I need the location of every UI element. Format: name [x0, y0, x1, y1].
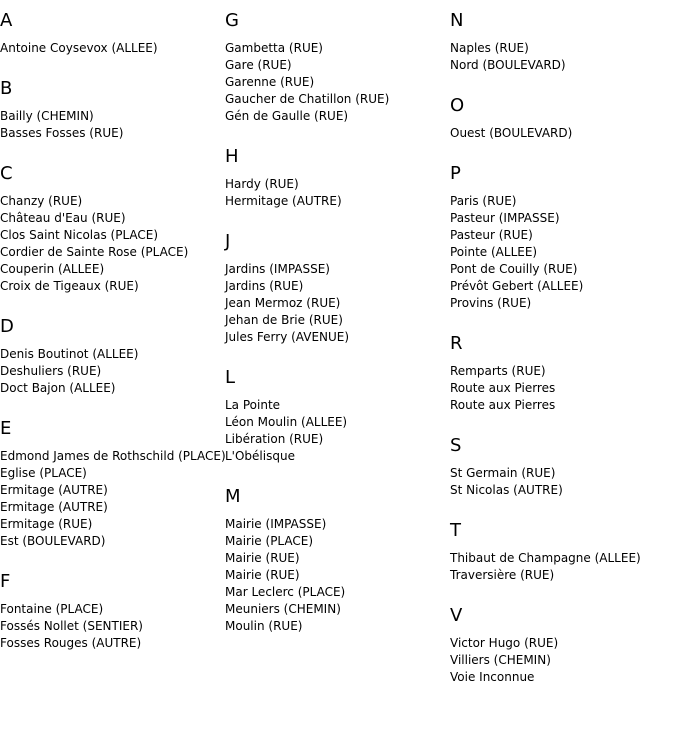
street-link[interactable]: Deshuliers (RUE) — [0, 364, 102, 378]
street-link[interactable]: Prévôt Gebert (ALLEE) — [450, 279, 584, 293]
street-link[interactable]: Léon Moulin (ALLEE) — [225, 415, 348, 429]
street-list — [0, 108, 220, 142]
section-spacer — [225, 346, 445, 367]
street-link[interactable]: Pasteur (IMPASSE) — [450, 211, 560, 225]
letter-section-h — [225, 146, 445, 210]
street-link[interactable]: Route aux Pierres — [450, 381, 556, 395]
letter-section-b — [0, 78, 220, 142]
section-letter-heading: O — [450, 95, 465, 116]
street-link[interactable]: Paris (RUE) — [450, 194, 517, 208]
street-link[interactable]: Chanzy (RUE) — [0, 194, 83, 208]
section-spacer — [450, 414, 670, 435]
street-link[interactable]: Villiers (CHEMIN) — [450, 653, 551, 667]
street-index-column-1 — [0, 10, 226, 652]
street-link[interactable]: Traversière (RUE) — [450, 568, 555, 582]
section-spacer — [450, 584, 670, 605]
street-link[interactable]: Ermitage (AUTRE) — [0, 483, 108, 497]
street-list — [450, 635, 670, 686]
street-link[interactable]: Thibaut de Champagne (ALLEE) — [450, 551, 641, 565]
section-letter-heading: R — [450, 333, 463, 354]
letter-section-g — [225, 10, 445, 125]
letter-section-m — [225, 486, 445, 635]
street-link[interactable]: Est (BOULEVARD) — [0, 534, 106, 548]
letter-section-a — [0, 10, 220, 57]
letter-section-j — [225, 231, 445, 346]
street-link[interactable]: Basses Fosses (RUE) — [0, 126, 124, 140]
section-letter-heading: E — [0, 418, 12, 439]
street-list — [225, 397, 445, 465]
section-letter-heading: L — [225, 367, 236, 388]
section-spacer — [450, 499, 670, 520]
street-link[interactable]: Jardins (IMPASSE) — [225, 262, 330, 276]
street-link[interactable]: Garenne (RUE) — [225, 75, 315, 89]
street-link[interactable]: Jules Ferry (AVENUE) — [225, 330, 350, 344]
letter-section-r — [450, 333, 670, 414]
street-list — [0, 193, 220, 295]
street-link[interactable]: Libération (RUE) — [225, 432, 324, 446]
street-list — [0, 346, 220, 397]
street-link[interactable]: L'Obélisque — [225, 449, 295, 463]
street-link[interactable]: Victor Hugo (RUE) — [450, 636, 559, 650]
street-link[interactable]: Mar Leclerc (PLACE) — [225, 585, 346, 599]
street-list — [450, 125, 670, 142]
street-link[interactable]: Route aux Pierres — [450, 398, 556, 412]
letter-section-e — [0, 418, 226, 550]
section-letter-heading: B — [0, 78, 13, 99]
street-list — [450, 193, 670, 312]
street-link[interactable]: Meuniers (CHEMIN) — [225, 602, 341, 616]
street-link[interactable]: Gare (RUE) — [225, 58, 292, 72]
street-list — [0, 40, 220, 57]
street-list — [450, 550, 670, 584]
section-spacer — [450, 312, 670, 333]
section-spacer — [225, 210, 445, 231]
street-link[interactable]: Provins (RUE) — [450, 296, 532, 310]
street-link[interactable]: Hardy (RUE) — [225, 177, 299, 191]
street-link[interactable]: Edmond James de Rothschild (PLACE) — [0, 449, 226, 463]
section-letter-heading: D — [0, 316, 14, 337]
street-index-column-3 — [450, 10, 670, 686]
section-letter-heading: S — [450, 435, 462, 456]
street-link[interactable]: Mairie (RUE) — [225, 551, 300, 565]
letter-section-o — [450, 95, 670, 142]
street-link[interactable]: Antoine Coysevox (ALLEE) — [0, 41, 158, 55]
street-link[interactable]: Cordier de Sainte Rose (PLACE) — [0, 245, 189, 259]
section-spacer — [450, 142, 670, 163]
street-link[interactable]: Bailly (CHEMIN) — [0, 109, 94, 123]
street-link[interactable]: Jean Mermoz (RUE) — [225, 296, 341, 310]
section-spacer — [225, 125, 445, 146]
section-letter-heading: C — [0, 163, 13, 184]
street-link[interactable]: Château d'Eau (RUE) — [0, 211, 126, 225]
street-link[interactable]: Ermitage (RUE) — [0, 517, 93, 531]
street-link[interactable]: Gaucher de Chatillon (RUE) — [225, 92, 390, 106]
street-link[interactable]: Ermitage (AUTRE) — [0, 500, 108, 514]
letter-section-c — [0, 163, 220, 295]
street-link[interactable]: Clos Saint Nicolas (PLACE) — [0, 228, 159, 242]
street-link[interactable]: Gén de Gaulle (RUE) — [225, 109, 349, 123]
letter-section-d — [0, 316, 220, 397]
section-spacer — [0, 550, 220, 571]
street-list — [450, 465, 670, 499]
street-link[interactable]: Remparts (RUE) — [450, 364, 546, 378]
section-letter-heading: T — [450, 520, 461, 541]
street-link[interactable]: Moulin (RUE) — [225, 619, 303, 633]
section-spacer — [225, 465, 445, 486]
street-link[interactable]: Pont de Couilly (RUE) — [450, 262, 578, 276]
street-link[interactable]: Eglise (PLACE) — [0, 466, 87, 480]
street-link[interactable]: Doct Bajon (ALLEE) — [0, 381, 116, 395]
street-link[interactable]: St Nicolas (AUTRE) — [450, 483, 563, 497]
street-link[interactable]: Ouest (BOULEVARD) — [450, 126, 573, 140]
street-list — [450, 40, 670, 74]
street-link[interactable]: Nord (BOULEVARD) — [450, 58, 566, 72]
street-list — [0, 448, 226, 550]
street-link[interactable]: Couperin (ALLEE) — [0, 262, 105, 276]
street-link[interactable]: Voie Inconnue — [450, 670, 535, 684]
street-link[interactable]: Hermitage (AUTRE) — [225, 194, 342, 208]
section-spacer — [0, 295, 220, 316]
section-letter-heading: H — [225, 146, 239, 167]
street-link[interactable]: St Germain (RUE) — [450, 466, 556, 480]
letter-section-n — [450, 10, 670, 74]
street-list — [0, 601, 220, 652]
street-link[interactable]: Fontaine (PLACE) — [0, 602, 104, 616]
street-list — [225, 516, 445, 635]
section-spacer — [0, 142, 220, 163]
section-spacer — [0, 397, 220, 418]
street-index-column-2 — [225, 10, 445, 635]
section-spacer — [0, 57, 220, 78]
street-list — [225, 40, 445, 125]
street-link[interactable]: Pasteur (RUE) — [450, 228, 533, 242]
section-letter-heading: V — [450, 605, 463, 626]
letter-section-t — [450, 520, 670, 584]
street-link[interactable]: La Pointe — [225, 398, 281, 412]
street-link[interactable]: Jehan de Brie (RUE) — [225, 313, 343, 327]
letter-section-s — [450, 435, 670, 499]
street-link[interactable]: Fosses Rouges (AUTRE) — [0, 636, 142, 650]
letter-section-l — [225, 367, 445, 465]
section-letter-heading: A — [0, 10, 13, 31]
street-link[interactable]: Croix de Tigeaux (RUE) — [0, 279, 139, 293]
section-letter-heading: J — [225, 231, 231, 252]
street-list — [450, 363, 670, 414]
street-link[interactable]: Mairie (RUE) — [225, 568, 300, 582]
letter-section-p — [450, 163, 670, 312]
letter-section-v — [450, 605, 670, 686]
section-letter-heading: M — [225, 486, 241, 507]
section-letter-heading: F — [0, 571, 11, 592]
street-link[interactable]: Mairie (IMPASSE) — [225, 517, 327, 531]
street-link[interactable]: Gambetta (RUE) — [225, 41, 323, 55]
street-link[interactable]: Pointe (ALLEE) — [450, 245, 538, 259]
street-list — [225, 261, 445, 346]
street-list — [225, 176, 445, 210]
section-letter-heading: P — [450, 163, 461, 184]
letter-section-f — [0, 571, 220, 652]
section-spacer — [450, 74, 670, 95]
street-link[interactable]: Fossés Nollet (SENTIER) — [0, 619, 143, 633]
street-link[interactable]: Jardins (RUE) — [225, 279, 304, 293]
section-letter-heading: G — [225, 10, 239, 31]
street-link[interactable]: Mairie (PLACE) — [225, 534, 314, 548]
section-letter-heading: N — [450, 10, 464, 31]
street-link[interactable]: Denis Boutinot (ALLEE) — [0, 347, 139, 361]
street-link[interactable]: Naples (RUE) — [450, 41, 529, 55]
